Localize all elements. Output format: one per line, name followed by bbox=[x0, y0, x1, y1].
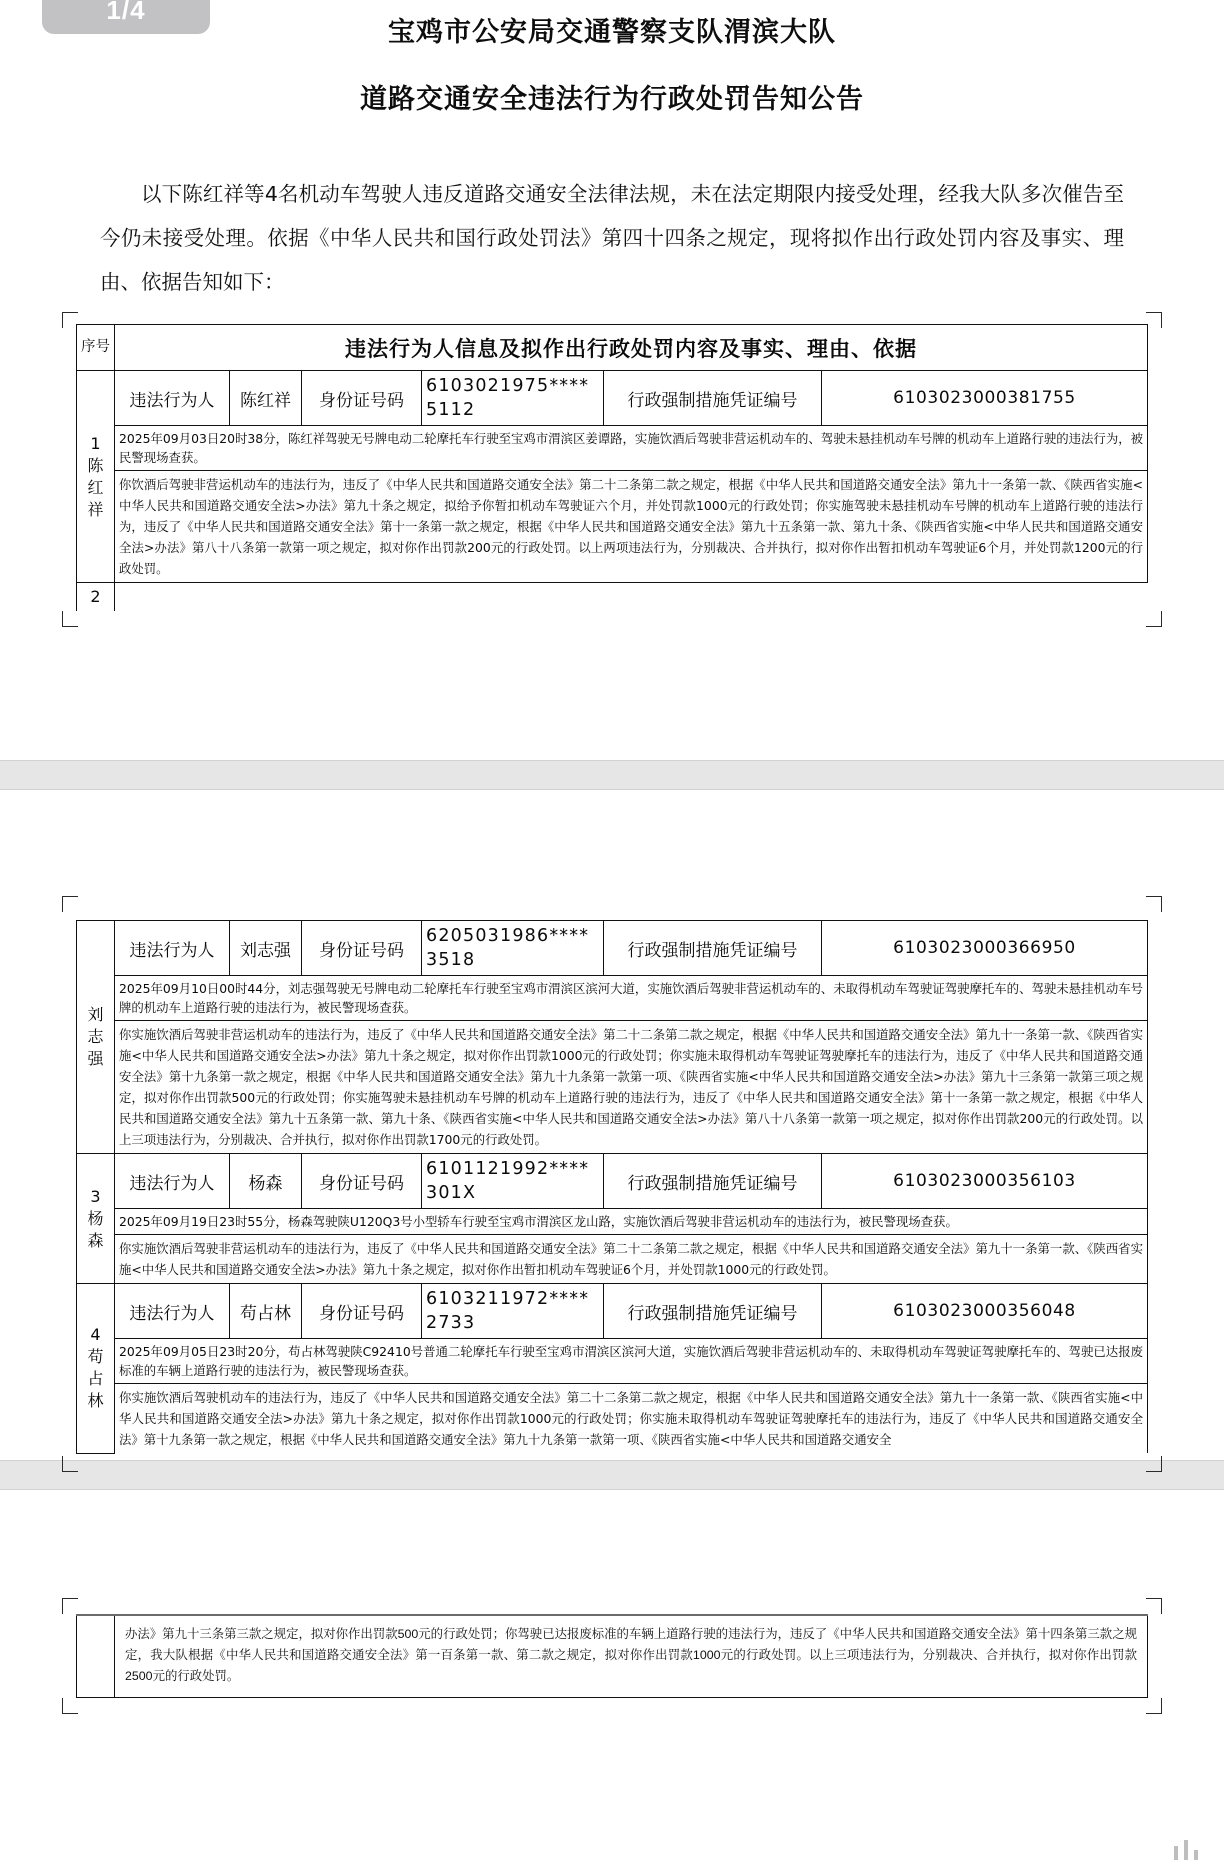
record-1-legal: 你饮酒后驾驶非营运机动车的违法行为，违反了《中华人民共和国道路交通安全法》第二十二条第二款之规定，根据《中华人民共和国道路交通安全法》第九十一条第一款、《陕西省实施<中华人民共和国道路交通安全法>办法》第九十条之规定，拟给予你暂扣机动车驾驶证六个月，并处罚款1000元的行政处罚；你实施驾驶未悬挂机动车号牌的机动车上道路行驶的违法行为，违反了《中华人民共和国道路交通安全法》第十一条第一款之规定，根据《中华人民共和国道路交通安全法》第九十五条第一款、第九十条、《陕西省实施<中华人民共和国道路交通安全法>办法》第八十八条第一款第一项之规定，拟对你作出罚款200元的行政处罚。以上两项违法行为，分别裁决、合并执行，拟对你作出暂扣机动车驾驶证6个月，并处罚款1200元的行政处罚。 bbox=[115, 471, 1148, 583]
crop-mark-bottom-left-3 bbox=[62, 1698, 78, 1714]
record-3-seq bbox=[77, 1154, 115, 1284]
record-2-name: 刘志强 bbox=[230, 921, 302, 976]
label-id-1: 身份证号码 bbox=[302, 371, 422, 426]
intro-paragraph: 以下陈红祥等4名机动车驾驶人违反道路交通安全法律法规，未在法定期限内接受处理，经我大队多次催告至今仍未接受处理。依据《中华人民共和国行政处罚法》第四十四条之规定，现将拟作出行政处罚内容及事实、理由、依据告知如下： bbox=[100, 182, 1124, 294]
record-1-seq-name: 陈红祥 bbox=[87, 455, 104, 519]
label-person-4: 违法行为人 bbox=[115, 1284, 230, 1339]
label-id-4: 身份证号码 bbox=[302, 1284, 422, 1339]
crop-mark-bottom-right-2 bbox=[1146, 1456, 1162, 1472]
record-2-fact: 2025年09月10日00时44分，刘志强驾驶无号牌电动二轮摩托车行驶至宝鸡市渭滨区滨河大道，实施饮酒后驾驶非营运机动车的、未取得机动车驾驶证驾驶摩托车的、驾驶未悬挂机动车号牌的机动车上道路行驶的违法行为，被民警现场查获。 bbox=[115, 976, 1148, 1021]
label-id-3: 身份证号码 bbox=[302, 1154, 422, 1209]
table-row bbox=[77, 471, 1148, 583]
record-3-fact: 2025年09月19日23时55分，杨森驾驶陕U120Q3号小型轿车行驶至宝鸡市渭滨区龙山路，实施饮酒后驾驶非营运机动车的违法行为，被民警现场查获。 bbox=[115, 1209, 1148, 1235]
crop-mark-bottom-left-2 bbox=[62, 1456, 78, 1472]
viewer-corner-marks bbox=[1174, 1840, 1198, 1860]
record-2-cert-number: 6103023000366950 bbox=[822, 921, 1148, 976]
record-3-name: 杨森 bbox=[230, 1154, 302, 1209]
record-1-fact: 2025年09月03日20时38分，陈红祥驾驶无号牌电动二轮摩托车行驶至宝鸡市渭滨区姜谭路，实施饮酒后驾驶非营运机动车的、驾驶未悬挂机动车号牌的机动车上道路行驶的违法行为，被民警现场查获。 bbox=[115, 426, 1148, 471]
page-indicator-badge: 1/4 bbox=[42, 0, 210, 34]
table-row bbox=[77, 371, 1148, 426]
table-row bbox=[77, 1284, 1148, 1339]
record-2-continuation-spacer bbox=[115, 583, 1148, 611]
crop-mark-top-right bbox=[1146, 312, 1162, 328]
table-row bbox=[77, 976, 1148, 1021]
crop-mark-bottom-right-3 bbox=[1146, 1698, 1162, 1714]
record-3-legal: 你实施饮酒后驾驶非营运机动车的违法行为，违反了《中华人民共和国道路交通安全法》第二十二条第二款之规定，根据《中华人民共和国道路交通安全法》第九十一条第一款、《陕西省实施<中华人民共和国道路交通安全法>办法》第九十条之规定，拟对你作出暂扣机动车驾驶证6个月，并处罚款1000元的行政处罚。 bbox=[115, 1235, 1148, 1284]
record-1-id-number: 6103021975****5112 bbox=[422, 371, 604, 426]
record-3-seq-number: 3 bbox=[90, 1186, 101, 1206]
penalty-table-continued bbox=[76, 920, 1148, 1454]
table-row bbox=[77, 1235, 1148, 1284]
table-row bbox=[77, 1209, 1148, 1235]
record-2-legal: 你实施饮酒后驾驶非营运机动车的违法行为，违反了《中华人民共和国道路交通安全法》第二十二条第二款之规定，根据《中华人民共和国道路交通安全法》第九十一条第一款、《陕西省实施<中华人民共和国道路交通安全法>办法》第九十条之规定，拟对你作出罚款1000元的行政处罚；你实施未取得机动车驾驶证驾驶摩托车的违法行为，违反了《中华人民共和国道路交通安全法》第十九条第一款之规定，根据《中华人民共和国道路交通安全法》第九十九条第一款第一项、《陕西省实施<中华人民共和国道路交通安全法>办法》第九十三条第一款第三项之规定，拟对你作出罚款500元的行政处罚；你实施驾驶未悬挂机动车号牌的机动车上道路行驶的违法行为，违反了《中华人民共和国道路交通安全法》第十一条第一款之规定，根据《中华人民共和国道路交通安全法》第九十五条第一款、第九十条、《陕西省实施<中华人民共和国道路交通安全法>办法》第八十八条第一款第一项之规定，拟对你作出罚款200元的行政处罚。以上三项违法行为，分别裁决、合并执行，拟对你作出罚款1700元的行政处罚。 bbox=[115, 1021, 1148, 1154]
record-4-legal-continued: 办法》第九十三条第三款之规定，拟对你作出罚款500元的行政处罚；你驾驶已达报废标准的车辆上道路行驶的违法行为，违反了《中华人民共和国道路交通安全法》第十四条第三款之规定，我大队根据《中华人民共和国道路交通安全法》第一百条第一款、第二款之规定，拟对你作出罚款1000元的行政处罚。以上三项违法行为，分别裁决、合并执行，拟对你作出罚款2500元的行政处罚。 bbox=[115, 1615, 1148, 1698]
record-4-name: 苟占林 bbox=[230, 1284, 302, 1339]
crop-mark-top-left-2 bbox=[62, 896, 78, 912]
page-break-2 bbox=[0, 1460, 1224, 1490]
crop-mark-top-left-3 bbox=[62, 1598, 78, 1614]
penalty-table-wrapper-2 bbox=[76, 920, 1148, 1454]
table-row bbox=[77, 921, 1148, 976]
table-row bbox=[77, 426, 1148, 471]
record-4-seq-name: 苟占林 bbox=[87, 1347, 104, 1411]
label-id-2: 身份证号码 bbox=[302, 921, 422, 976]
label-cert-1: 行政强制措施凭证编号 bbox=[604, 371, 822, 426]
label-cert-2: 行政强制措施凭证编号 bbox=[604, 921, 822, 976]
record-1-name: 陈红祥 bbox=[230, 371, 302, 426]
record-4-fact: 2025年09月05日23时20分，苟占林驾驶陕C92410号普通二轮摩托车行驶至宝鸡市渭滨区滨河大道，实施饮酒后驾驶非营运机动车的、未取得机动车驾驶证驾驶摩托车的、驾驶已达报废标准的车辆上道路行驶的违法行为，被民警现场查获。 bbox=[115, 1339, 1148, 1384]
crop-mark-top-left bbox=[62, 312, 78, 328]
record-2-id-number: 6205031986****3518 bbox=[422, 921, 604, 976]
record-2-seq-number: 2 bbox=[77, 583, 115, 611]
crop-mark-bottom-left bbox=[62, 611, 78, 627]
record-4-id-number: 6103211972****2733 bbox=[422, 1284, 604, 1339]
table-row bbox=[77, 1154, 1148, 1209]
main-column-header: 违法行为人信息及拟作出行政处罚内容及事实、理由、依据 bbox=[115, 325, 1148, 371]
document-page-1 bbox=[0, 0, 1224, 760]
record-1-cert-number: 6103023000381755 bbox=[822, 371, 1148, 426]
page-break-1 bbox=[0, 760, 1224, 790]
record-2-seq bbox=[77, 921, 115, 1154]
table-row bbox=[77, 583, 1148, 611]
record-3-seq-name: 杨森 bbox=[87, 1208, 104, 1250]
record-2-seq-name: 刘志强 bbox=[87, 1005, 104, 1068]
label-cert-3: 行政强制措施凭证编号 bbox=[604, 1154, 822, 1209]
corner-bar-1 bbox=[1174, 1846, 1178, 1860]
record-1-seq bbox=[77, 371, 115, 583]
tail-seq-spacer bbox=[77, 1615, 115, 1698]
record-1-seq-number: 1 bbox=[90, 433, 101, 453]
crop-mark-top-right-2 bbox=[1146, 896, 1162, 912]
page-title-line1: 宝鸡市公安局交通警察支队渭滨大队 bbox=[388, 17, 836, 48]
table-row bbox=[77, 1339, 1148, 1384]
page-title-line2: 道路交通安全违法行为行政处罚告知公告 bbox=[360, 84, 864, 115]
corner-bar-3 bbox=[1194, 1850, 1198, 1860]
document-page-3 bbox=[0, 1490, 1224, 1874]
crop-mark-bottom-right bbox=[1146, 611, 1162, 627]
table-row bbox=[77, 1615, 1148, 1698]
label-person-2: 违法行为人 bbox=[115, 921, 230, 976]
record-3-cert-number: 6103023000356103 bbox=[822, 1154, 1148, 1209]
table-row bbox=[77, 1384, 1148, 1454]
label-person-1: 违法行为人 bbox=[115, 371, 230, 426]
seq-column-header: 序号 bbox=[77, 325, 115, 371]
record-4-cert-number: 6103023000356048 bbox=[822, 1284, 1148, 1339]
table-header-row bbox=[77, 325, 1148, 371]
label-cert-4: 行政强制措施凭证编号 bbox=[604, 1284, 822, 1339]
table-row bbox=[77, 1021, 1148, 1154]
document-page-2 bbox=[0, 790, 1224, 1460]
corner-bar-2 bbox=[1184, 1840, 1188, 1860]
record-4-seq-number: 4 bbox=[90, 1325, 101, 1345]
penalty-table-wrapper bbox=[76, 324, 1148, 611]
penalty-table-tail-wrapper bbox=[76, 1614, 1148, 1698]
label-person-3: 违法行为人 bbox=[115, 1154, 230, 1209]
record-3-id-number: 6101121992****301X bbox=[422, 1154, 604, 1209]
record-4-legal: 你实施饮酒后驾驶机动车的违法行为，违反了《中华人民共和国道路交通安全法》第二十二条第二款之规定，根据《中华人民共和国道路交通安全法》第九十一条第一款、《陕西省实施<中华人民共和国道路交通安全法>办法》第九十条之规定，拟对你作出罚款1000元的行政处罚；你实施未取得机动车驾驶证驾驶摩托车的违法行为，违反了《中华人民共和国道路交通安全法》第十九条第一款之规定，根据《中华人民共和国道路交通安全法》第九十九条第一款第一项、《陕西省实施<中华人民共和国道路交通安全 bbox=[115, 1384, 1148, 1454]
record-4-seq bbox=[77, 1284, 115, 1454]
crop-mark-top-right-3 bbox=[1146, 1598, 1162, 1614]
penalty-table-tail bbox=[76, 1614, 1148, 1698]
penalty-table bbox=[76, 324, 1148, 611]
